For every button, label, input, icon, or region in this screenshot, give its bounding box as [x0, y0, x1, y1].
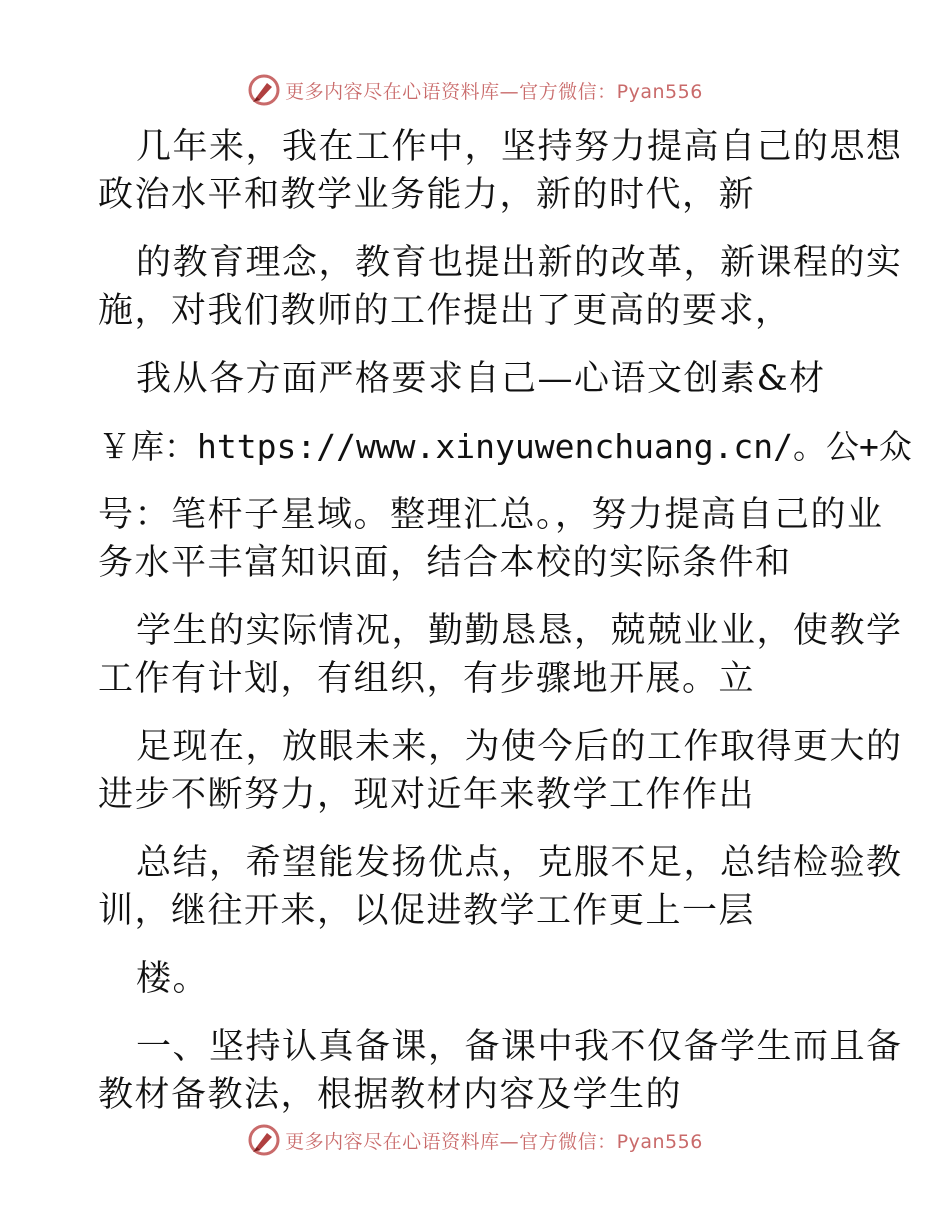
body-line: 号：笔杆子星域。整理汇总。，努力提高自己的业 — [98, 495, 884, 535]
body-line: 足现在，放眼未来，为使今后的工作取得更大的 — [136, 727, 903, 767]
body-line: 进步不断努力，现对近年来教学工作作出 — [98, 775, 756, 815]
pen-nib-circle-icon — [247, 1123, 281, 1157]
footer-watermark-text: 更多内容尽在心语资料库—官方微信：Pyan556 — [285, 1130, 703, 1153]
footer-watermark — [0, 1120, 950, 1160]
body-line: 工作有计划，有组织，有步骤地开展。立 — [98, 659, 756, 699]
body-line: 政治水平和教学业务能力，新的时代，新 — [98, 175, 756, 215]
body-line-url: ￥库：https://www.xinyuwenchuang.cn/。公+众 — [98, 427, 912, 466]
body-line: 一、坚持认真备课，备课中我不仅备学生而且备 — [136, 1027, 903, 1067]
body-line: 学生的实际情况，勤勤恳恳，兢兢业业，使教学 — [136, 611, 903, 651]
pen-nib-circle-icon — [247, 73, 281, 107]
body-line: 务水平丰富知识面，结合本校的实际条件和 — [98, 543, 792, 583]
body-line: 训，继往开来，以促进教学工作更上一层 — [98, 891, 756, 931]
body-line: 的教育理念，教育也提出新的改革，新课程的实 — [136, 243, 903, 283]
body-line: 几年来，我在工作中，坚持努力提高自己的思想 — [136, 127, 903, 167]
document-body — [98, 123, 912, 1119]
body-line: 施，对我们教师的工作提出了更高的要求， — [98, 291, 792, 331]
body-line: 教材备教法，根据教材内容及学生的 — [98, 1075, 683, 1115]
body-line: 我从各方面严格要求自己—心语文创素&材 — [136, 359, 826, 399]
body-line: 楼。 — [136, 959, 210, 999]
header-watermark-text: 更多内容尽在心语资料库—官方微信：Pyan556 — [285, 80, 703, 103]
header-watermark — [0, 70, 950, 110]
body-line: 总结，希望能发扬优点，克服不足，总结检验教 — [136, 843, 903, 883]
